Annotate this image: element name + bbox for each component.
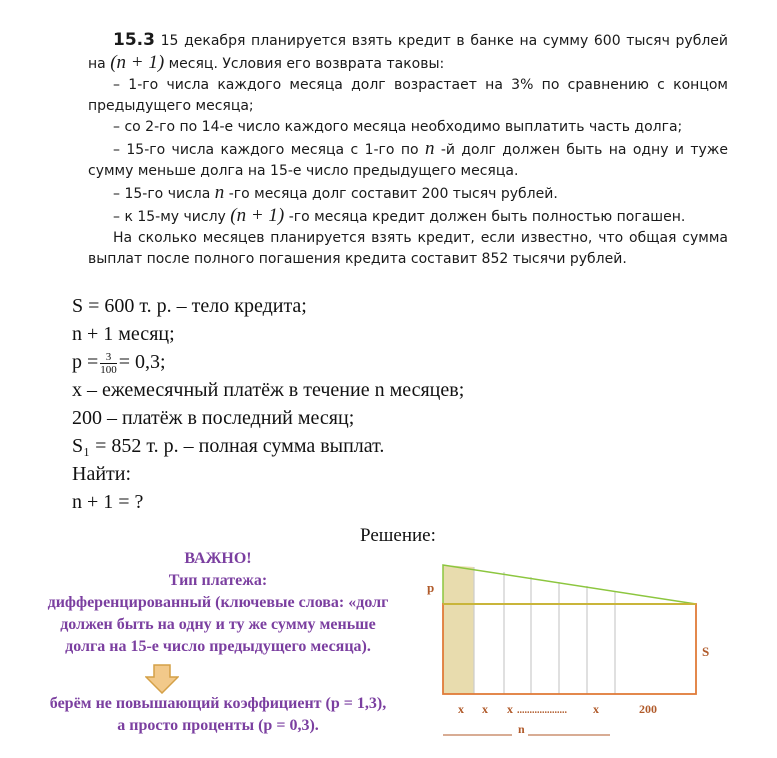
given-line-6: S₁ = 852 т. р. – полная сумма выплат. bbox=[72, 435, 385, 457]
label-n: n bbox=[518, 722, 525, 736]
label-p: p bbox=[427, 580, 435, 595]
p-label: p = bbox=[72, 351, 99, 373]
label-x-3: x bbox=[507, 702, 513, 716]
loan-body-rect bbox=[443, 604, 696, 694]
label-200: 200 bbox=[639, 702, 657, 716]
important-line-4: должен быть на одну и ту же сумму меньше bbox=[60, 616, 376, 633]
important-line-2: Тип платежа: bbox=[168, 572, 268, 589]
p-numerator: 3 bbox=[100, 351, 117, 364]
first-month-interest-shade bbox=[443, 565, 474, 604]
condition-3-b: -й долг должен быть на одну и туже сумму меньше долга на 15-е число предыдущего месяца. bbox=[88, 142, 729, 179]
problem-text-1: 15 декабря планируется взять кредит в банке на сумму 600 тысяч рублей на bbox=[88, 33, 728, 72]
month-dividers bbox=[474, 567, 615, 694]
coefficient-line-1: берём не повышающий коэффициент (p = 1,3), bbox=[49, 695, 387, 712]
important-heading: ВАЖНО! bbox=[184, 550, 252, 567]
given-line-5: 200 – платёж в последний месяц; bbox=[72, 407, 355, 429]
given-line-8: n + 1 = ? bbox=[72, 491, 144, 513]
condition-3 bbox=[88, 138, 728, 182]
condition-1: – 1-го числа каждого месяца долг возрастает на 3% по сравнению с концом предыдущего месяца; bbox=[88, 77, 728, 114]
problem-number: 15.3 bbox=[113, 30, 155, 50]
important-note bbox=[18, 548, 418, 658]
condition-3-a: – 15-го числа каждого месяца с 1-го по bbox=[113, 142, 419, 158]
first-month-shade bbox=[443, 604, 474, 694]
problem-statement bbox=[88, 30, 728, 270]
p-fraction bbox=[100, 351, 117, 376]
math-n-plus-1: (n + 1) bbox=[110, 52, 165, 73]
given-line-p bbox=[72, 348, 464, 376]
down-arrow-icon bbox=[145, 664, 179, 694]
condition-5 bbox=[88, 205, 728, 228]
label-s: S bbox=[702, 644, 710, 659]
condition-4-a: – 15-го числа bbox=[113, 186, 211, 202]
problem-question: На сколько месяцев планируется взять кредит, если известно, что общая сумма выплат после полного погашения кредита составит 852 тысячи рублей. bbox=[88, 230, 728, 267]
condition-5-a: – к 15-му числу bbox=[113, 209, 226, 225]
given-line-2: n + 1 месяц; bbox=[72, 323, 175, 345]
interest-triangle bbox=[443, 565, 696, 604]
solution-title: Решение: bbox=[360, 525, 436, 546]
given-find: Найти: bbox=[72, 463, 132, 485]
label-x-2: x bbox=[482, 702, 488, 716]
label-dots: .................... bbox=[517, 705, 567, 716]
important-line-5: долга на 15-е число предыдущего месяца). bbox=[65, 638, 371, 655]
problem-intro bbox=[88, 30, 728, 75]
coefficient-note bbox=[18, 693, 418, 737]
given-line-1: S = 600 т. р. – тело кредита; bbox=[72, 295, 307, 317]
p-value: = 0,3; bbox=[118, 351, 166, 373]
math-n-plus-1-2: (n + 1) bbox=[230, 205, 285, 226]
given-block bbox=[72, 292, 464, 516]
p-denominator: 100 bbox=[100, 363, 117, 376]
coefficient-line-2: а просто проценты (p = 0,3). bbox=[117, 717, 319, 734]
label-x-1: x bbox=[458, 702, 464, 716]
given-line-4: x – ежемесячный платёж в течение n месяцев; bbox=[72, 379, 465, 401]
math-n-2: n bbox=[214, 182, 225, 203]
condition-4-b: -го месяца долг составит 200 тысяч рублей. bbox=[228, 186, 558, 202]
condition-5-b: -го месяца кредит должен быть полностью погашен. bbox=[288, 209, 686, 225]
label-x-4: x bbox=[593, 702, 599, 716]
condition-2: – со 2-го по 14-е число каждого месяца необходимо выплатить часть долга; bbox=[113, 119, 683, 135]
problem-text-2: месяц. Условия его возврата таковы: bbox=[168, 56, 445, 72]
math-n: n bbox=[424, 138, 435, 159]
payment-diagram bbox=[420, 555, 740, 745]
important-line-3: дифференцированный (ключевые слова: «долг bbox=[47, 594, 389, 611]
condition-4 bbox=[88, 182, 728, 205]
